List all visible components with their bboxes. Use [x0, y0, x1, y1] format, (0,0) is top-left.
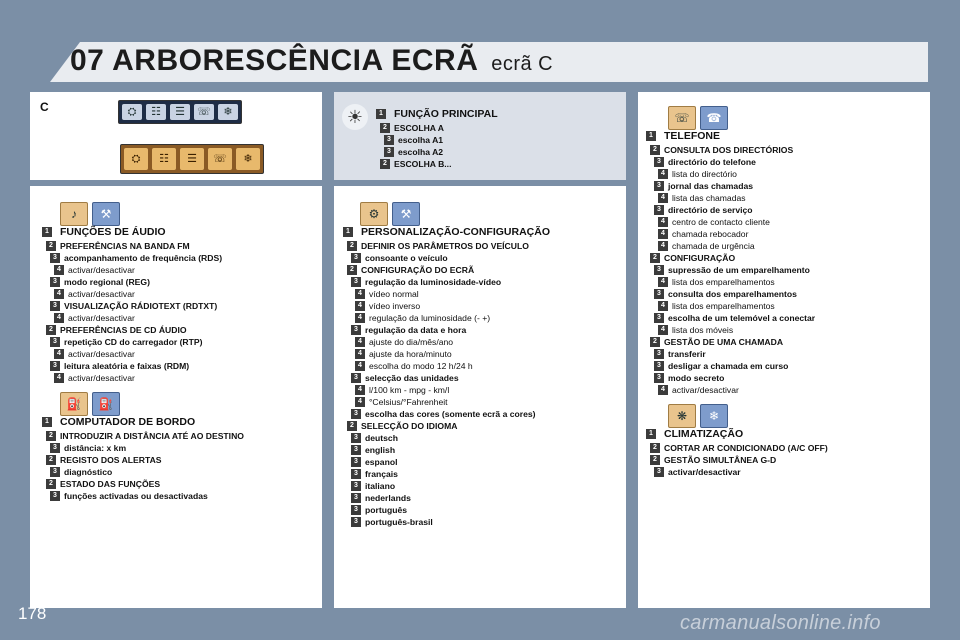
- tree-item-label: activar/desactivar: [68, 289, 135, 299]
- tree-item-label: escolha de um telemóvel a conectar: [668, 313, 816, 323]
- level-badge: 1: [42, 227, 52, 237]
- speaker-icon: ♪: [60, 202, 88, 226]
- tree-item: [42, 224, 312, 240]
- tree-item: [343, 408, 618, 420]
- tools-icon: ⚒: [392, 202, 420, 226]
- level-badge: 3: [50, 301, 60, 311]
- level-badge: 4: [355, 349, 365, 359]
- tree-item: [646, 192, 921, 204]
- tree-item-label: ESCOLHA B...: [394, 159, 452, 169]
- tree-item-label: lista do directório: [672, 169, 737, 179]
- level-badge: 3: [351, 277, 361, 287]
- tree-item-label: CORTAR AR CONDICIONADO (A/C OFF): [664, 443, 828, 453]
- level-badge: 2: [650, 337, 660, 347]
- level-badge: 3: [351, 481, 361, 491]
- tree-item: [646, 454, 921, 466]
- level-badge: 4: [54, 373, 64, 383]
- level-badge: 4: [355, 397, 365, 407]
- tree-item-label: VISUALIZAÇÃO RÁDIOTEXT (RDTXT): [64, 301, 218, 311]
- level-badge: 4: [355, 301, 365, 311]
- tree-item-label: supressão de um emparelhamento: [668, 265, 810, 275]
- tree-item: [42, 442, 312, 454]
- tree-item-label: funções activadas ou desactivadas: [64, 491, 208, 501]
- level-badge: 1: [376, 109, 386, 119]
- tree-item: [646, 252, 921, 264]
- level-badge: 4: [658, 277, 668, 287]
- tree-item: [343, 444, 618, 456]
- tree-item: [343, 252, 618, 264]
- level-badge: 4: [355, 385, 365, 395]
- tree-item-label: INTRODUZIR A DISTÂNCIA ATÉ AO DESTINO: [60, 431, 244, 441]
- tree-item: [376, 146, 616, 158]
- car-icon: ⛭: [122, 104, 142, 120]
- tree-item-label: consoante o veículo: [365, 253, 448, 263]
- level-badge: 4: [658, 385, 668, 395]
- tree-item: [343, 396, 618, 408]
- tree-item-label: l/100 km - mpg - km/l: [369, 385, 450, 395]
- tree-item: [343, 516, 618, 528]
- level-badge: 2: [46, 431, 56, 441]
- tree-item: [343, 300, 618, 312]
- tree-item-label: centro de contacto cliente: [672, 217, 770, 227]
- tree-item: [646, 312, 921, 324]
- level-badge: 4: [658, 229, 668, 239]
- tree-item: [343, 420, 618, 432]
- climate-icon: ❄: [218, 104, 238, 120]
- tree-item: [646, 288, 921, 300]
- level-badge: 4: [658, 301, 668, 311]
- tree-item-label: modo regional (REG): [64, 277, 150, 287]
- tree-item-label: CONSULTA DOS DIRECTÓRIOS: [664, 145, 794, 155]
- tree-item: [343, 372, 618, 384]
- level-badge: 4: [54, 289, 64, 299]
- tree-item-label: nederlands: [365, 493, 411, 503]
- level-badge: 3: [50, 361, 60, 371]
- tree-item: [646, 336, 921, 348]
- tree-item-label: lista das chamadas: [672, 193, 746, 203]
- tree-item: [376, 106, 616, 122]
- tree-item-label: chamada rebocador: [672, 229, 749, 239]
- tree-item: [343, 224, 618, 240]
- tree-item-label: português-brasil: [365, 517, 433, 527]
- tree-item-label: escolha A2: [398, 147, 444, 157]
- page-title: [70, 44, 553, 78]
- tree-item-label: lista dos emparelhamentos: [672, 277, 775, 287]
- tree-item: [42, 252, 312, 264]
- tree-item-label: °Celsius/°Fahrenheit: [369, 397, 448, 407]
- tree-item: [343, 468, 618, 480]
- level-badge: 3: [654, 289, 664, 299]
- level-badge: 3: [50, 337, 60, 347]
- mobile-icon: ☎: [700, 106, 728, 130]
- tree-item-label: lista dos móveis: [672, 325, 734, 335]
- level-badge: 4: [658, 325, 668, 335]
- tree-item-label: espanol: [365, 457, 398, 467]
- level-badge: 3: [351, 469, 361, 479]
- level-badge: 3: [351, 253, 361, 263]
- level-badge: 3: [50, 277, 60, 287]
- climate-icon: ❄: [236, 148, 260, 170]
- level-badge: 2: [347, 265, 357, 275]
- tree-item-label: activar/desactivar: [68, 349, 135, 359]
- tree-item-label: GESTÃO SIMULTÂNEA G-D: [664, 455, 777, 465]
- phone-icons: [668, 106, 728, 130]
- tree-item-label: activar/desactivar: [68, 313, 135, 323]
- level-badge: 2: [380, 123, 390, 133]
- tree-item-label: PERSONALIZAÇÃO-CONFIGURAÇÃO: [361, 226, 550, 238]
- tree-item-label: ESTADO DAS FUNÇÕES: [60, 479, 161, 489]
- level-badge: 3: [351, 325, 361, 335]
- tree-item-label: FUNÇÕES DE ÁUDIO: [60, 226, 166, 238]
- tree-item-label: vídeo inverso: [369, 301, 421, 311]
- level-badge: 3: [654, 205, 664, 215]
- snowflake-icon: ❄: [700, 404, 728, 428]
- tree-item-label: PREFERÊNCIAS DE CD ÁUDIO: [60, 325, 187, 335]
- tree-item: [646, 426, 921, 442]
- tree-item: [343, 336, 618, 348]
- level-badge: 3: [50, 253, 60, 263]
- tree-item: [646, 128, 921, 144]
- tree-item: [42, 348, 312, 360]
- tree-item-label: modo secreto: [668, 373, 725, 383]
- tree-item: [42, 490, 312, 502]
- tree-item-label: desligar a chamada em curso: [668, 361, 789, 371]
- tree-item: [376, 158, 616, 170]
- tree-item-label: lista dos emparelhamentos: [672, 301, 775, 311]
- tree-item-label: regulação da data e hora: [365, 325, 467, 335]
- tree-item-label: jornal das chamadas: [668, 181, 754, 191]
- level-badge: 3: [50, 491, 60, 501]
- screen-icon-bar-zoom: [120, 144, 264, 174]
- tree-item: [646, 324, 921, 336]
- tree-item-label: deutsch: [365, 433, 398, 443]
- tree-item: [42, 264, 312, 276]
- level-badge: 3: [654, 313, 664, 323]
- tree-item: [646, 442, 921, 454]
- level-badge: 3: [384, 135, 394, 145]
- tree-item-label: italiano: [365, 481, 396, 491]
- tree-item: [646, 348, 921, 360]
- tree-item: [646, 168, 921, 180]
- level-badge: 3: [50, 467, 60, 477]
- phone-icon: ☏: [208, 148, 232, 170]
- fuel-icon: ⛽: [60, 392, 88, 416]
- tree-item-label: TELEFONE: [664, 130, 721, 142]
- tree-item: [343, 264, 618, 276]
- main-tree: [376, 106, 616, 170]
- tree-item: [646, 372, 921, 384]
- tree-item-label: ajuste da hora/minuto: [369, 349, 452, 359]
- page-number: 178: [18, 604, 47, 623]
- tree-item-label: GESTÃO DE UMA CHAMADA: [664, 337, 784, 347]
- tree-item: [42, 312, 312, 324]
- tree-item-label: diagnóstico: [64, 467, 113, 477]
- phone-icon: ☏: [668, 106, 696, 130]
- tools-icon: ⚒: [92, 202, 120, 226]
- watermark: carmanualsonline.info: [680, 612, 881, 634]
- level-badge: 2: [46, 479, 56, 489]
- level-badge: 3: [351, 445, 361, 455]
- tree-item: [646, 384, 921, 396]
- computer-icons: [60, 392, 120, 416]
- level-badge: 3: [351, 493, 361, 503]
- personal-tree: [343, 224, 618, 528]
- tree-item-label: leitura aleatória e faixas (RDM): [64, 361, 190, 371]
- level-badge: 3: [384, 147, 394, 157]
- level-badge: 4: [658, 241, 668, 251]
- level-badge: 4: [54, 313, 64, 323]
- tree-item: [646, 276, 921, 288]
- level-badge: 3: [654, 361, 664, 371]
- personal-icons: [360, 202, 420, 226]
- tree-item: [42, 454, 312, 466]
- tree-item: [646, 228, 921, 240]
- tree-item-label: COMPUTADOR DE BORDO: [60, 416, 196, 428]
- tree-item-label: activar/desactivar: [668, 467, 741, 477]
- chapter-title: ARBORESCÊNCIA ECRÃ: [112, 44, 479, 77]
- tree-item: [343, 312, 618, 324]
- tree-item-label: transferir: [668, 349, 706, 359]
- tree-item-label: regulação da luminosidade-vídeo: [365, 277, 502, 287]
- level-badge: 1: [646, 429, 656, 439]
- tree-item: [646, 144, 921, 156]
- tree-item-label: CONFIGURAÇÃO DO ECRÃ: [361, 265, 475, 275]
- level-badge: 3: [351, 373, 361, 383]
- level-badge: 3: [654, 157, 664, 167]
- level-badge: 4: [355, 337, 365, 347]
- tree-item-label: SELECÇÃO DO IDIOMA: [361, 421, 458, 431]
- level-badge: 3: [351, 457, 361, 467]
- level-badge: 1: [646, 131, 656, 141]
- climate-icons: [668, 404, 728, 428]
- tree-item-label: DEFINIR OS PARÂMETROS DO VEÍCULO: [361, 241, 529, 251]
- tree-item: [42, 478, 312, 490]
- tree-item: [343, 324, 618, 336]
- equalizer-icon: ☰: [180, 148, 204, 170]
- level-badge: 3: [50, 443, 60, 453]
- tree-item-label: activar/desactivar: [672, 385, 739, 395]
- level-badge: 2: [46, 241, 56, 251]
- tree-item: [343, 384, 618, 396]
- level-badge: 1: [343, 227, 353, 237]
- level-badge: 4: [658, 193, 668, 203]
- pump-icon: ⛽: [92, 392, 120, 416]
- tree-item-label: repetição CD do carregador (RTP): [64, 337, 203, 347]
- tree-item-label: activar/desactivar: [68, 373, 135, 383]
- level-badge: 4: [54, 349, 64, 359]
- tree-item: [42, 466, 312, 478]
- tree-item: [343, 504, 618, 516]
- computer-tree: [42, 414, 312, 502]
- tree-item: [646, 204, 921, 216]
- tree-item-label: directório de serviço: [668, 205, 753, 215]
- tree-item: [343, 288, 618, 300]
- tree-item: [42, 336, 312, 348]
- tree-item: [646, 264, 921, 276]
- level-badge: 3: [351, 409, 361, 419]
- level-badge: 3: [654, 467, 664, 477]
- tree-item-label: REGISTO DOS ALERTAS: [60, 455, 162, 465]
- tree-item: [42, 300, 312, 312]
- level-badge: 3: [351, 517, 361, 527]
- tree-item-label: chamada de urgência: [672, 241, 755, 251]
- level-badge: 3: [351, 433, 361, 443]
- tree-item-label: ajuste do dia/mês/ano: [369, 337, 454, 347]
- tree-item-label: vídeo normal: [369, 289, 419, 299]
- screen-icon-bar: [118, 100, 242, 124]
- tree-item: [343, 480, 618, 492]
- level-badge: 4: [355, 289, 365, 299]
- tree-item: [343, 240, 618, 252]
- level-badge: 2: [650, 455, 660, 465]
- level-badge: 3: [654, 181, 664, 191]
- tree-item: [42, 288, 312, 300]
- audio-tree: [42, 224, 312, 384]
- tree-item-label: english: [365, 445, 396, 455]
- tree-item-label: activar/desactivar: [68, 265, 135, 275]
- tree-item-label: CLIMATIZAÇÃO: [664, 428, 744, 440]
- tree-item-label: escolha das cores (somente ecrã a cores): [365, 409, 536, 419]
- tree-item: [42, 414, 312, 430]
- level-badge: 4: [355, 361, 365, 371]
- tree-item-label: directório do telefone: [668, 157, 756, 167]
- level-badge: 1: [42, 417, 52, 427]
- screen-label: C: [40, 100, 49, 114]
- level-badge: 4: [658, 169, 668, 179]
- tree-item-label: CONFIGURAÇÃO: [664, 253, 736, 263]
- chapter-number: 07: [70, 44, 105, 77]
- level-badge: 3: [351, 505, 361, 515]
- level-badge: 3: [654, 373, 664, 383]
- level-badge: 4: [355, 313, 365, 323]
- equalizer-icon: ☰: [170, 104, 190, 120]
- tree-item-label: regulação da luminosidade (- +): [369, 313, 491, 323]
- tree-item-label: acompanhamento de frequência (RDS): [64, 253, 223, 263]
- level-badge: 2: [650, 443, 660, 453]
- tree-item-label: selecção das unidades: [365, 373, 459, 383]
- tree-item: [42, 276, 312, 288]
- tree-item: [646, 300, 921, 312]
- sun-icon: ☀: [342, 104, 368, 130]
- tree-item: [42, 430, 312, 442]
- fan-icon: ❋: [668, 404, 696, 428]
- level-badge: 2: [650, 253, 660, 263]
- tree-item-label: distância: x km: [64, 443, 127, 453]
- tree-item: [42, 240, 312, 252]
- tree-item: [343, 492, 618, 504]
- chapter-subtitle: ecrã C: [491, 53, 554, 75]
- tree-item: [343, 348, 618, 360]
- level-badge: 2: [347, 241, 357, 251]
- tree-item: [343, 276, 618, 288]
- tree-item-label: PREFERÊNCIAS NA BANDA FM: [60, 241, 190, 251]
- level-badge: 2: [46, 455, 56, 465]
- tree-item-label: français: [365, 469, 398, 479]
- tree-item: [42, 324, 312, 336]
- level-badge: 3: [654, 349, 664, 359]
- level-badge: 4: [658, 217, 668, 227]
- climate-tree: [646, 426, 921, 478]
- tree-item-label: escolha do modo 12 h/24 h: [369, 361, 473, 371]
- phone-icon: ☏: [194, 104, 214, 120]
- phone-tree: [646, 128, 921, 396]
- tree-item: [376, 122, 616, 134]
- tree-item: [42, 372, 312, 384]
- level-badge: 2: [347, 421, 357, 431]
- tree-item: [343, 456, 618, 468]
- tree-item: [646, 216, 921, 228]
- document-icon: ☷: [152, 148, 176, 170]
- car-icon: ⛭: [124, 148, 148, 170]
- tree-item-label: ESCOLHA A: [394, 123, 444, 133]
- audio-icons: [60, 202, 120, 226]
- tree-item: [646, 360, 921, 372]
- tree-item: [646, 466, 921, 478]
- tree-item: [646, 180, 921, 192]
- tree-item: [646, 240, 921, 252]
- tree-item-label: escolha A1: [398, 135, 444, 145]
- level-badge: 2: [650, 145, 660, 155]
- tree-item: [646, 156, 921, 168]
- level-badge: 3: [654, 265, 664, 275]
- level-badge: 4: [54, 265, 64, 275]
- tree-item: [42, 360, 312, 372]
- tree-item: [343, 360, 618, 372]
- tree-item-label: consulta dos emparelhamentos: [668, 289, 797, 299]
- level-badge: 2: [380, 159, 390, 169]
- tree-item-label: português: [365, 505, 408, 515]
- document-icon: ☷: [146, 104, 166, 120]
- level-badge: 2: [46, 325, 56, 335]
- tree-item: [376, 134, 616, 146]
- tree-item: [343, 432, 618, 444]
- settings-icon: ⚙: [360, 202, 388, 226]
- tree-item-label: FUNÇÃO PRINCIPAL: [394, 108, 498, 120]
